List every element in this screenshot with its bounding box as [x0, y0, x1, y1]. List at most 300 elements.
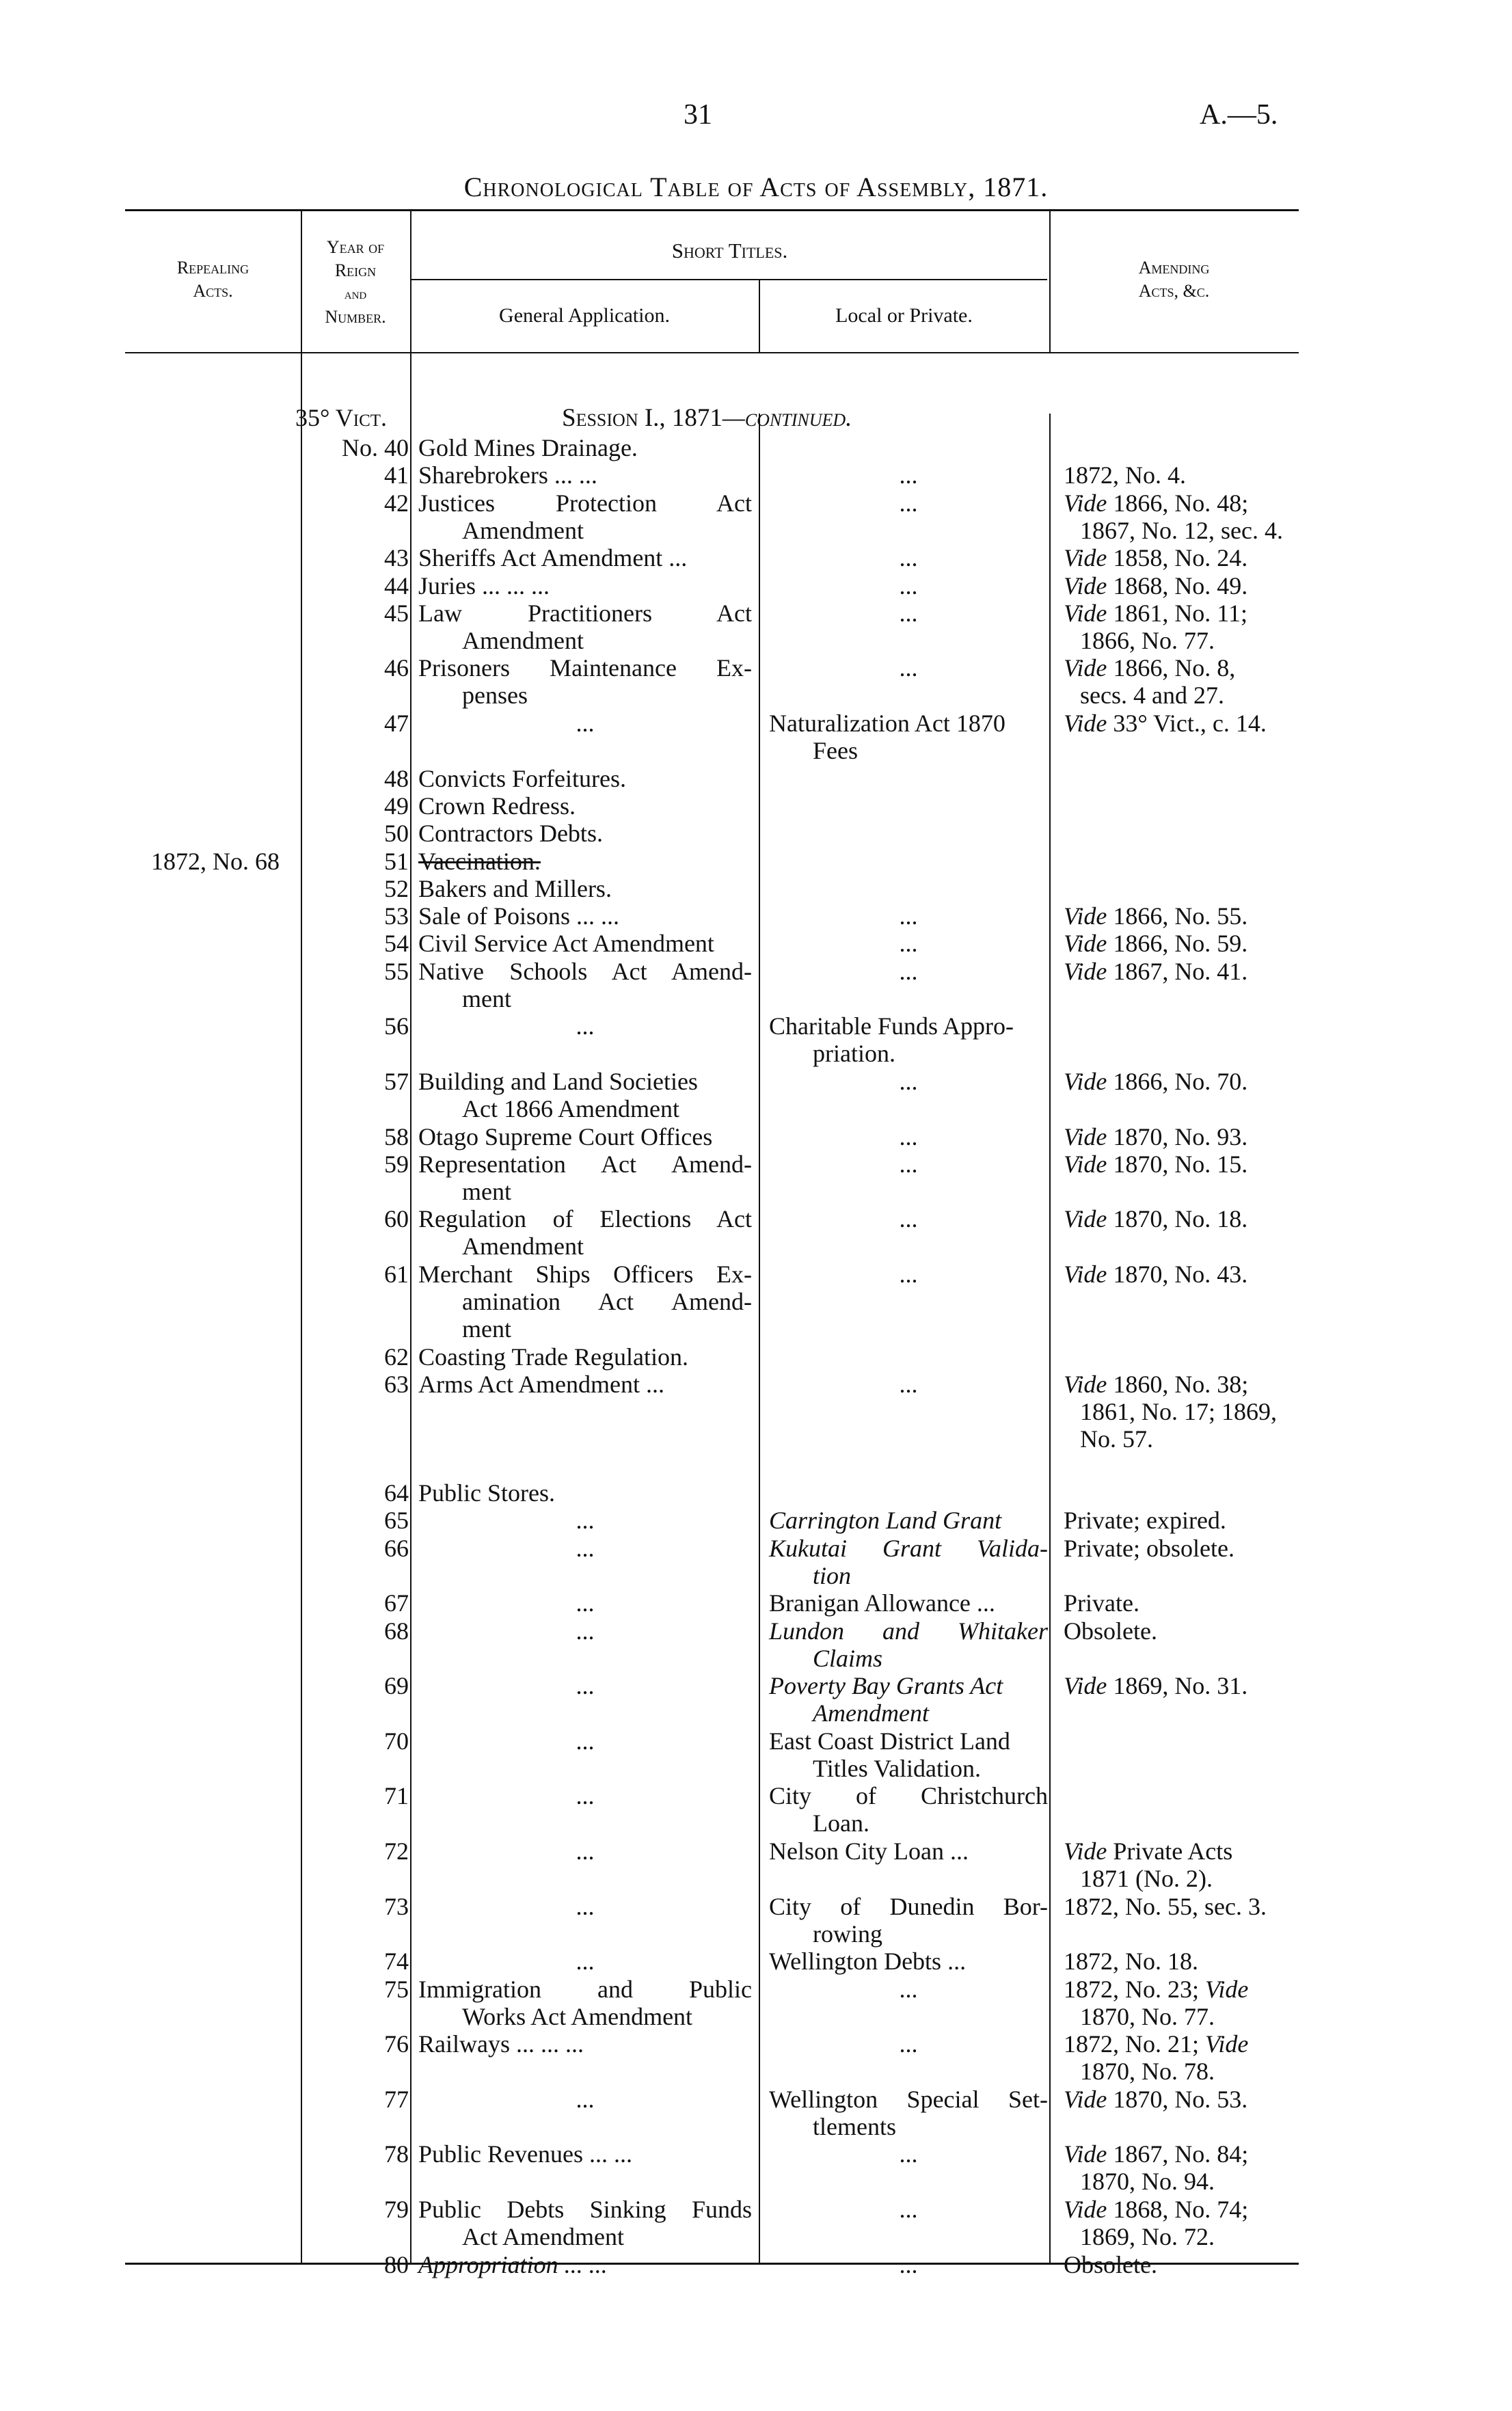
cell-line: ... — [899, 1975, 918, 2003]
local-private-cell — [769, 958, 1048, 985]
general-application-cell — [418, 600, 752, 654]
cell-line: ... — [899, 930, 918, 958]
cell-line: ment — [462, 1315, 511, 1343]
cell-line: Vide 33° Vict., c. 14. — [1064, 710, 1267, 737]
vide-label: Vide — [1064, 1837, 1107, 1865]
cell-line: ... — [899, 571, 918, 600]
cell-line: tlements — [813, 2112, 896, 2140]
general-application-cell — [418, 1205, 752, 1260]
column-divider — [759, 414, 760, 2263]
act-number-cell: 69 — [384, 1672, 409, 1700]
cell-line: Building and Land Societies — [418, 1067, 698, 1095]
cell-line: City of Christchurch — [769, 1782, 1048, 1810]
local-private-cell — [769, 2086, 1048, 2140]
amending-acts-cell — [1064, 1371, 1299, 1453]
cell-line: City of Dunedin Bor- — [769, 1892, 1048, 1920]
general-application-cell — [418, 1261, 752, 1343]
act-number-cell: 73 — [384, 1892, 409, 1920]
cell-line: ... — [899, 1067, 918, 1095]
cell-line: Gold Mines Drainage. — [418, 434, 638, 461]
amending-acts-cell — [1064, 2251, 1299, 2278]
general-application-cell — [418, 1672, 752, 1699]
cell-line: amination Act Amend- — [462, 1288, 752, 1315]
cell-line: 1869, No. 72. — [1080, 2222, 1215, 2250]
cell-line: Immigration and Public — [418, 1975, 752, 2003]
cell-line: No. 57. — [1080, 1425, 1153, 1453]
amending-acts-cell — [1064, 1535, 1299, 1562]
general-application-cell — [418, 2251, 752, 2278]
vide-label: Vide — [1205, 1975, 1249, 2003]
local-private-cell — [769, 1012, 1048, 1067]
cell-line: ment — [462, 1177, 511, 1205]
local-private-cell — [769, 1617, 1048, 1672]
cell-line: Poverty Bay Grants Act — [769, 1672, 1003, 1700]
amending-acts-cell — [1064, 600, 1299, 654]
cell-line: Crown Redress. — [418, 792, 576, 820]
cell-line: ... — [899, 599, 918, 627]
cell-line: Act Amendment — [462, 2222, 624, 2250]
general-application-cell — [418, 1535, 752, 1562]
cell-line: Vide 1870, No. 43. — [1064, 1261, 1248, 1288]
local-private-cell — [769, 1837, 1048, 1865]
general-application-cell — [418, 848, 752, 875]
header-year-of-reign — [301, 236, 410, 329]
cell-line: 1872, No. 21; Vide — [1064, 2030, 1249, 2058]
repealing-act-cell: 1872, No. 68 — [151, 847, 280, 875]
amending-acts-cell — [1064, 1837, 1299, 1892]
vide-label: Vide — [1064, 1371, 1107, 1399]
act-number-cell: 65 — [384, 1507, 409, 1535]
cell-line: Contractors Debts. — [418, 820, 603, 848]
local-private-cell — [769, 902, 1048, 930]
header-text: Amending — [1138, 258, 1210, 278]
vide-label: Vide — [1064, 1150, 1107, 1178]
act-number-cell: 46 — [384, 654, 409, 682]
act-number-cell: 76 — [384, 2030, 409, 2058]
local-private-cell — [769, 600, 1048, 627]
act-number-cell: 49 — [384, 792, 409, 820]
header-text: Acts, &c. — [1138, 281, 1210, 301]
general-application-cell — [418, 489, 752, 544]
vide-label: Vide — [1064, 544, 1107, 572]
amending-acts-cell — [1064, 1893, 1299, 1920]
column-divider — [410, 209, 411, 2263]
general-application-cell — [418, 958, 752, 1012]
vide-label: Vide — [1064, 930, 1107, 958]
cell-line: Obsolete. — [1064, 1617, 1157, 1645]
general-application-cell — [418, 1782, 752, 1809]
cell-line: 1870, No. 78. — [1080, 2058, 1215, 2086]
cell-line: Prisoners Maintenance Ex- — [418, 654, 752, 682]
cell-line: 1866, No. 77. — [1080, 626, 1215, 654]
cell-line: Lundon and Whitaker — [769, 1617, 1048, 1645]
general-application-cell — [418, 1150, 752, 1205]
header-short-titles: Short Titles. — [671, 239, 788, 262]
local-private-cell — [769, 1261, 1048, 1288]
cell-line: ... — [576, 1948, 595, 1976]
cell-line: Vide 1870, No. 18. — [1064, 1205, 1248, 1233]
general-application-cell — [418, 1123, 752, 1150]
page-reference: A.—5. — [1200, 99, 1278, 131]
vide-label: Vide — [1064, 654, 1107, 682]
cell-line: Vide 1860, No. 38; — [1064, 1371, 1249, 1399]
cell-line: 1872, No. 18. — [1064, 1948, 1198, 1976]
general-application-cell — [418, 654, 752, 709]
amending-acts-cell — [1064, 654, 1299, 709]
cell-line: Vide 1866, No. 55. — [1064, 902, 1248, 930]
act-number-cell: 68 — [384, 1617, 409, 1645]
general-application-cell — [418, 1479, 752, 1507]
cell-line: Vide 1870, No. 15. — [1064, 1150, 1248, 1178]
cell-line: Appropriation ... ... — [418, 2250, 608, 2278]
act-number-cell: 64 — [384, 1479, 409, 1507]
cell-line: East Coast District Land — [769, 1727, 1010, 1755]
cell-line: ... — [899, 1205, 918, 1233]
amending-acts-cell — [1064, 2086, 1299, 2113]
act-number-cell: 50 — [384, 820, 409, 848]
amending-acts-cell — [1064, 710, 1299, 737]
general-application-cell — [418, 820, 752, 847]
cell-line: ... — [899, 544, 918, 572]
act-number-cell: 43 — [384, 544, 409, 572]
cell-line: Vide 1868, No. 49. — [1064, 571, 1248, 600]
cell-line: ... — [576, 2085, 595, 2113]
amending-acts-cell — [1064, 1205, 1299, 1233]
local-private-cell — [769, 489, 1048, 517]
act-number-cell: 59 — [384, 1150, 409, 1178]
general-application-cell — [418, 1012, 752, 1040]
cell-line: Law Practitioners Act — [418, 599, 752, 627]
cell-line: Coasting Trade Regulation. — [418, 1343, 688, 1371]
amending-acts-cell — [1064, 2140, 1299, 2195]
vide-label: Vide — [1064, 1067, 1107, 1095]
header-text: Repealing — [176, 258, 249, 278]
cell-line: ... — [899, 1122, 918, 1150]
cell-line: 1861, No. 17; 1869, — [1080, 1398, 1277, 1426]
cell-line: ... — [576, 1617, 595, 1645]
cell-line: Vide 1867, No. 41. — [1064, 957, 1248, 985]
cell-line: ... — [899, 2030, 918, 2058]
local-private-cell — [769, 1371, 1048, 1398]
cell-line: Vide 1866, No. 8, — [1064, 654, 1236, 682]
header-text: Reign — [334, 260, 377, 280]
cell-line: ... — [899, 489, 918, 517]
cell-line: Justices Protection Act — [418, 489, 752, 517]
cell-line: Loan. — [813, 1809, 869, 1837]
general-application-cell — [418, 930, 752, 957]
amending-acts-cell — [1064, 902, 1299, 930]
cell-line: Fees — [813, 737, 858, 764]
cell-line: Amendment — [462, 516, 584, 544]
act-number-cell: 55 — [384, 957, 409, 985]
cell-line: Public Debts Sinking Funds — [418, 2195, 752, 2223]
amending-acts-cell — [1064, 1976, 1299, 2030]
amending-acts-cell — [1064, 1617, 1299, 1645]
general-application-cell — [418, 1589, 752, 1617]
cell-line: Vide 1866, No. 70. — [1064, 1067, 1248, 1095]
cell-line: Naturalization Act 1870 — [769, 710, 1005, 737]
act-number-cell: 70 — [384, 1727, 409, 1755]
cell-line: ... — [899, 957, 918, 985]
local-private-cell — [769, 461, 1048, 489]
cell-line: 1872, No. 55, sec. 3. — [1064, 1892, 1267, 1920]
cell-line: ... — [576, 1672, 595, 1700]
cell-line: 1871 (No. 2). — [1080, 1865, 1213, 1892]
act-number-cell: 67 — [384, 1589, 409, 1617]
local-private-cell — [769, 1535, 1048, 1589]
cell-line: Wellington Special Set- — [769, 2085, 1048, 2113]
local-private-cell — [769, 930, 1048, 957]
general-application-cell — [418, 2140, 752, 2168]
header-text: Number. — [325, 307, 386, 327]
cell-line: Vide 1869, No. 31. — [1064, 1672, 1248, 1700]
cell-line: ... — [576, 1727, 595, 1755]
cell-line: Vide 1868, No. 74; — [1064, 2195, 1249, 2223]
cell-line: Public Revenues ... ... — [418, 2140, 632, 2168]
local-private-cell — [769, 1507, 1048, 1534]
page-number: 31 — [684, 99, 712, 131]
vide-label: Vide — [1064, 599, 1107, 627]
general-application-cell — [418, 1371, 752, 1398]
act-number-cell: 44 — [384, 571, 409, 600]
cell-line: 1867, No. 12, sec. 4. — [1080, 516, 1283, 544]
amending-acts-cell — [1064, 461, 1299, 489]
general-application-cell — [418, 434, 752, 461]
general-application-cell — [418, 710, 752, 737]
session-label — [562, 403, 852, 433]
general-application-cell — [418, 902, 752, 930]
general-application-cell — [418, 2196, 752, 2250]
cell-line: Vide 1870, No. 93. — [1064, 1122, 1248, 1150]
cell-line: Arms Act Amendment ... — [418, 1371, 664, 1399]
cell-line: Titles Validation. — [813, 1754, 982, 1782]
cell-line: priation. — [813, 1040, 895, 1068]
act-number-cell: 60 — [384, 1205, 409, 1233]
cell-line: tion — [813, 1561, 852, 1589]
act-number-cell: 72 — [384, 1837, 409, 1865]
local-private-cell — [769, 2196, 1048, 2223]
cell-line: Private. — [1064, 1589, 1139, 1617]
general-application-cell — [418, 1727, 752, 1755]
amending-acts-cell — [1064, 1150, 1299, 1178]
act-number-cell: 48 — [384, 764, 409, 792]
session-text: Session I., 1871 — [562, 404, 723, 432]
cell-line: Amendment — [813, 1699, 929, 1727]
general-application-cell — [418, 2086, 752, 2113]
local-private-cell — [769, 1893, 1048, 1948]
general-application-cell — [418, 1617, 752, 1645]
vide-label: Vide — [1064, 1205, 1107, 1233]
general-application-cell — [418, 544, 752, 571]
cell-line: ... — [899, 461, 918, 489]
header-local-or-private: Local or Private. — [835, 304, 973, 327]
amending-acts-cell — [1064, 1123, 1299, 1150]
cell-line: Regulation of Elections Act — [418, 1205, 752, 1233]
cell-line: Vide 1866, No. 48; — [1064, 489, 1249, 517]
cell-line: ... — [899, 1371, 918, 1399]
cell-line: Representation Act Amend- — [418, 1150, 752, 1178]
cell-line: Claims — [813, 1644, 883, 1672]
amending-acts-cell — [1064, 489, 1299, 544]
amending-acts-cell — [1064, 2196, 1299, 2250]
amending-acts-cell — [1064, 930, 1299, 957]
cell-line: 1872, No. 4. — [1064, 461, 1186, 489]
cell-line: 1872, No. 23; Vide — [1064, 1975, 1249, 2003]
cell-line: Private; expired. — [1064, 1507, 1226, 1535]
cell-line: Convicts Forfeitures. — [418, 764, 626, 792]
regnal-year-label: 35° Vict. — [295, 404, 388, 431]
cell-line: Railways ... ... ... — [418, 2030, 584, 2058]
cell-line: ... — [899, 2195, 918, 2223]
vide-label: Vide — [1064, 1261, 1107, 1288]
act-number-cell: 80 — [384, 2250, 409, 2278]
vide-label: Vide — [1064, 1122, 1107, 1150]
act-number-cell: 63 — [384, 1371, 409, 1399]
amending-acts-cell — [1064, 572, 1299, 600]
cell-line: Vide 1858, No. 24. — [1064, 544, 1248, 572]
cell-line: Works Act Amendment — [462, 2002, 693, 2030]
local-private-cell — [769, 2030, 1048, 2058]
amending-acts-cell — [1064, 1261, 1299, 1288]
cell-line: Obsolete. — [1064, 2250, 1157, 2278]
amending-acts-cell — [1064, 1948, 1299, 1975]
cell-line: Vide 1870, No. 53. — [1064, 2085, 1248, 2113]
cell-line: ... — [576, 1782, 595, 1810]
cell-line: ... — [576, 1534, 595, 1562]
general-application-cell — [418, 1893, 752, 1920]
general-application-cell — [418, 1343, 752, 1371]
header-text: and — [344, 285, 367, 302]
cell-line: penses — [462, 682, 528, 710]
local-private-cell — [769, 572, 1048, 600]
table-title: Chronological Table of Acts of Assembly, 1871. — [463, 172, 1049, 202]
cell-line: ... — [899, 902, 918, 930]
local-private-cell — [769, 2140, 1048, 2168]
act-number-cell: 62 — [384, 1343, 409, 1371]
cell-line: ... — [899, 654, 918, 682]
general-application-cell — [418, 572, 752, 600]
cell-line: Carrington Land Grant — [769, 1507, 1002, 1535]
act-number-cell: 52 — [384, 874, 409, 902]
cell-line: Bakers and Millers. — [418, 874, 612, 902]
column-divider — [1049, 414, 1051, 2263]
header-text: Year of — [326, 237, 385, 257]
cell-line: Juries ... ... ... — [418, 571, 550, 600]
cell-line: Merchant Ships Officers Ex- — [418, 1261, 752, 1288]
cell-line: Vide Private Acts — [1064, 1837, 1233, 1865]
act-number-cell: 53 — [384, 902, 409, 930]
cell-line: rowing — [813, 1920, 882, 1948]
vide-label: Vide — [1064, 571, 1107, 600]
cell-line: Sheriffs Act Amendment ... — [418, 544, 688, 572]
header-general-application: General Application. — [499, 304, 670, 327]
local-private-cell — [769, 1150, 1048, 1178]
header-repealing-acts — [125, 256, 301, 303]
vide-label: Vide — [1064, 902, 1107, 930]
local-private-cell — [769, 1589, 1048, 1617]
general-application-cell — [418, 1948, 752, 1975]
act-number-cell: 45 — [384, 599, 409, 627]
amending-acts-cell — [1064, 1672, 1299, 1699]
general-application-cell — [418, 875, 752, 902]
amending-acts-cell — [1064, 1507, 1299, 1534]
act-number-cell: 42 — [384, 489, 409, 517]
cell-line: secs. 4 and 27. — [1080, 682, 1224, 710]
act-number-cell: 71 — [384, 1782, 409, 1810]
cell-line: ... — [576, 1012, 595, 1040]
local-private-cell — [769, 1976, 1048, 2003]
cell-line: ... — [576, 710, 595, 737]
cell-line: Amendment — [462, 626, 584, 654]
amending-acts-cell — [1064, 1068, 1299, 1095]
cell-line: 1870, No. 94. — [1080, 2168, 1215, 2196]
amending-acts-cell — [1064, 958, 1299, 985]
cell-line: ... — [576, 1892, 595, 1920]
act-number-cell: 58 — [384, 1122, 409, 1150]
local-private-cell — [769, 1727, 1048, 1782]
act-number-cell: No. 40 — [342, 434, 409, 461]
cell-line: Charitable Funds Appro- — [769, 1012, 1014, 1040]
general-application-cell — [418, 765, 752, 792]
local-private-cell — [769, 1068, 1048, 1095]
cell-line: ment — [462, 984, 511, 1012]
cell-line: Vide 1861, No. 11; — [1064, 599, 1247, 627]
act-number-cell: 41 — [384, 461, 409, 489]
cell-line: ... — [899, 2140, 918, 2168]
cell-line: Sharebrokers ... ... — [418, 461, 597, 489]
local-private-cell — [769, 1672, 1048, 1727]
cell-line: Nelson City Loan ... — [769, 1837, 969, 1865]
general-application-cell — [418, 1507, 752, 1534]
cell-line: ... — [899, 1150, 918, 1178]
local-private-cell — [769, 1948, 1048, 1975]
cell-line: Sale of Poisons ... ... — [418, 902, 620, 930]
cell-line: 1870, No. 77. — [1080, 2002, 1215, 2030]
cell-line: Vide 1866, No. 59. — [1064, 930, 1248, 958]
vide-label: Vide — [1064, 2140, 1107, 2168]
cell-line: ... — [576, 1589, 595, 1617]
header-text: Acts. — [193, 281, 233, 301]
cell-line: Act 1866 Amendment — [462, 1094, 679, 1122]
amending-acts-cell — [1064, 1589, 1299, 1617]
cell-line: Branigan Allowance ... — [769, 1589, 995, 1617]
vide-label: Vide — [1064, 1672, 1107, 1700]
act-number-cell: 47 — [384, 710, 409, 737]
act-number-cell: 79 — [384, 2195, 409, 2223]
general-application-cell — [418, 1837, 752, 1865]
general-application-cell — [418, 2030, 752, 2058]
local-private-cell — [769, 1123, 1048, 1150]
local-private-cell — [769, 1205, 1048, 1233]
local-private-cell — [769, 2251, 1048, 2278]
vide-label: Vide — [1064, 489, 1107, 517]
local-private-cell — [769, 710, 1048, 764]
cell-line: Vide 1867, No. 84; — [1064, 2140, 1249, 2168]
cell-line: Public Stores. — [418, 1479, 556, 1507]
act-number-cell: 57 — [384, 1067, 409, 1095]
cell-line: Amendment — [462, 1233, 584, 1261]
vide-label: Vide — [1205, 2030, 1249, 2058]
local-private-cell — [769, 654, 1048, 682]
cell-line: Otago Supreme Court Offices — [418, 1122, 713, 1150]
cell-line: Kukutai Grant Valida- — [769, 1534, 1048, 1562]
header-amending-acts — [1049, 256, 1299, 303]
vide-label: Vide — [1064, 2085, 1107, 2113]
act-number-cell: 78 — [384, 2140, 409, 2168]
general-application-cell — [418, 1068, 752, 1122]
general-application-cell — [418, 461, 752, 489]
general-application-cell — [418, 792, 752, 820]
